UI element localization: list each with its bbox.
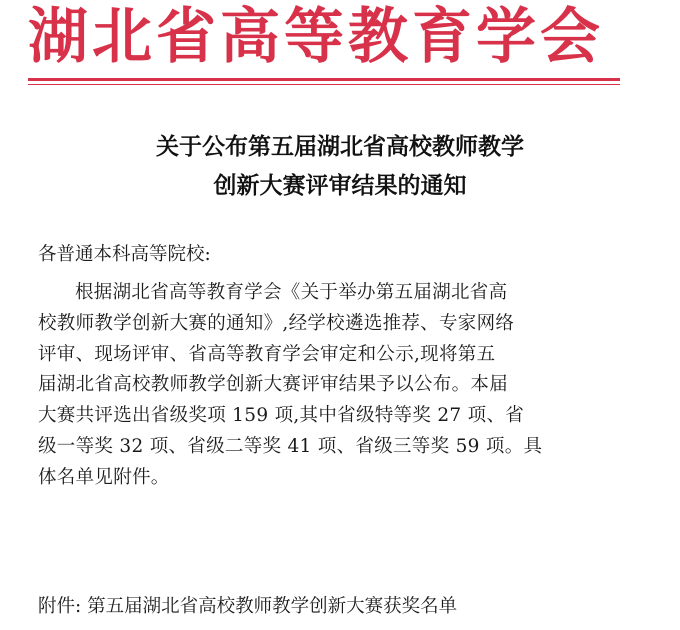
salutation: 各普通本科高等院校: [38,244,211,265]
body-line: 体名单见附件。 [38,466,170,488]
body-paragraph [38,278,618,494]
body-line: 级一等奖 32 项、省级二等奖 41 项、省级三等奖 59 项。具 [38,435,543,457]
body-line: 评审、现场评审、省高等教育学会审定和公示,现将第五 [38,343,496,365]
body-line: 大赛共评选出省级奖项 159 项,其中省级特等奖 27 项、省 [38,405,525,427]
attachment-line: 附件: 第五届湖北省高校教师教学创新大赛获奖名单 [38,596,458,617]
letterhead-rule-thick [28,78,620,81]
letterhead-org-name: 湖北省高等教育学会 [28,2,604,72]
letterhead-rule-thin [28,84,620,85]
body-line: 届湖北省高校教师教学创新大赛评审结果予以公布。本届 [38,374,509,396]
body-line: 根据湖北省高等教育学会《关于举办第五届湖北省高 [75,282,508,303]
body-line: 校教师教学创新大赛的通知》,经学校遴选推荐、专家网络 [38,312,515,334]
notice-title-line-2: 创新大赛评审结果的通知 [213,173,467,199]
notice-title-line-1: 关于公布第五届湖北省高校教师教学 [156,134,524,160]
